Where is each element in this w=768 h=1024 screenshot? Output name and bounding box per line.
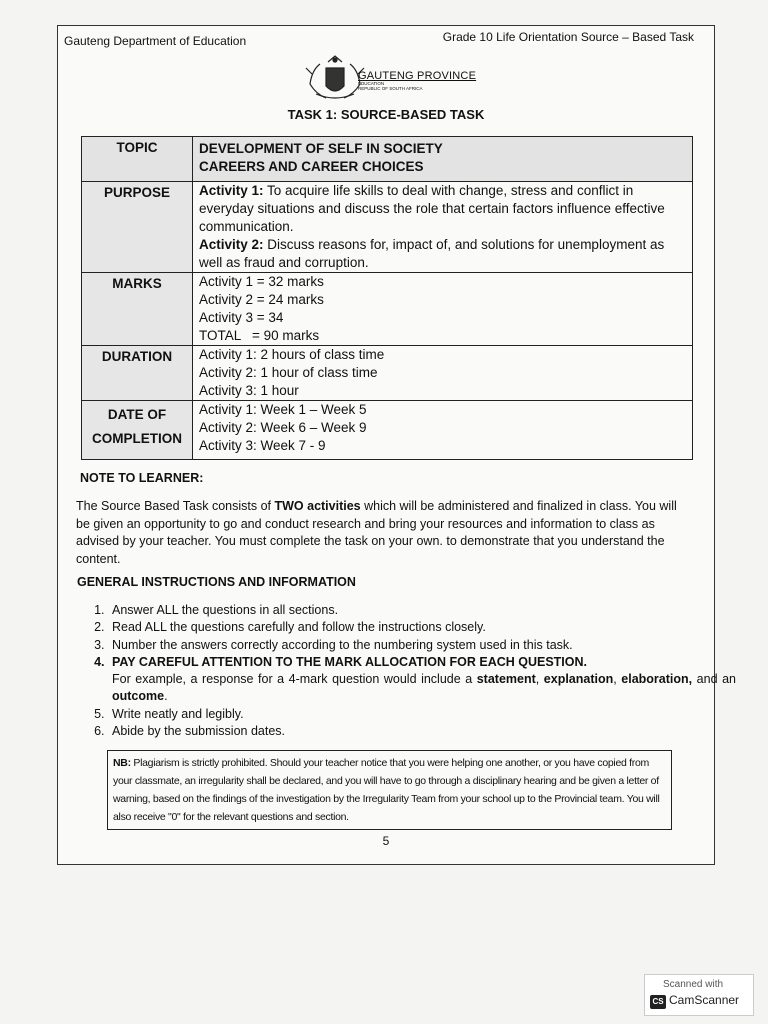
purpose-value (193, 182, 693, 273)
marks-line: Activity 3 = 34 (199, 310, 284, 325)
marks-line: Activity 1 = 32 marks (199, 274, 324, 289)
instruction-item: 3. Number the answers correctly according to the numbering system used in this task. (108, 637, 736, 654)
general-instructions-title: GENERAL INSTRUCTIONS AND INFORMATION (77, 575, 356, 589)
example-end: . (164, 689, 168, 704)
example-separator: , (535, 672, 544, 687)
watermark-line-2: CamScanner (669, 993, 740, 1007)
nb-label: NB: (113, 757, 131, 769)
duration-line: Activity 1: 2 hours of class time (199, 347, 385, 362)
purpose-label: PURPOSE (82, 182, 193, 273)
logo-subline: EDUCATION (358, 81, 385, 87)
table-row-marks (82, 273, 693, 346)
example-statement: statement (476, 672, 536, 687)
purpose-activity-2 (199, 236, 686, 272)
example-separator: , (613, 672, 622, 687)
task-info-table (81, 136, 693, 460)
table-row-purpose (82, 182, 693, 273)
example-text: For example, a response for a 4-mark question would include a (112, 672, 477, 687)
logo-text (358, 70, 476, 92)
camscanner-icon: CS (650, 995, 666, 1009)
duration-line: Activity 2: 1 hour of class time (199, 365, 378, 380)
purpose-activity-2-label: Activity 2: (199, 237, 264, 252)
completion-line: Activity 3: Week 7 - 9 (199, 438, 326, 453)
instruction-item: 5. Write neatly and legibly. (108, 706, 736, 723)
example-separator: and an (692, 672, 736, 687)
purpose-activity-2-text: Discuss reasons for, impact of, and solutions for unemployment as well as fraud and corruption. (199, 237, 665, 270)
instruction-item: 1. Answer ALL the questions in all sections. (108, 602, 736, 619)
logo-subline-2: REPUBLIC OF SOUTH AFRICA (358, 86, 423, 92)
duration-line: Activity 3: 1 hour (199, 383, 299, 398)
table-row-completion (82, 401, 693, 460)
duration-value (193, 346, 693, 401)
logo-province-name: GAUTENG PROVINCE (358, 70, 477, 82)
marks-line: Activity 2 = 24 marks (199, 292, 324, 307)
completion-label-line-2: COMPLETION (92, 431, 182, 446)
instructions-list (80, 602, 736, 740)
header-department: Gauteng Department of Education (64, 34, 247, 48)
completion-value (193, 401, 693, 460)
purpose-activity-1-text: To acquire life skills to deal with change, stress and conflict in everyday situations and discuss the role that certain factors influence effective communication. (199, 183, 665, 234)
instruction-item (108, 654, 736, 706)
marks-line: TOTAL = 90 marks (199, 328, 320, 343)
marks-value (193, 273, 693, 346)
example-outcome: outcome (112, 689, 165, 704)
duration-label: DURATION (82, 346, 193, 401)
header-grade-task: Grade 10 Life Orientation Source – Based Task (442, 30, 694, 44)
table-row-duration (82, 346, 693, 401)
task-title: TASK 1: SOURCE-BASED TASK (287, 107, 485, 122)
table-row-topic (82, 137, 693, 182)
document-page (57, 25, 736, 865)
note-title: NOTE TO LEARNER: (80, 471, 204, 485)
note-text-bold: TWO activities (274, 499, 361, 513)
completion-line: Activity 1: Week 1 – Week 5 (199, 402, 367, 417)
camscanner-watermark (644, 974, 754, 1016)
plagiarism-notice-box (107, 750, 672, 830)
topic-line-2: CAREERS AND CAREER CHOICES (199, 159, 424, 174)
purpose-activity-1-label: Activity 1: (199, 183, 264, 198)
page-number: 5 (382, 834, 390, 848)
completion-label (82, 401, 193, 460)
marks-label: MARKS (82, 273, 193, 346)
topic-label: TOPIC (82, 137, 193, 182)
instruction-4-heading: PAY CAREFUL ATTENTION TO THE MARK ALLOCATION FOR EACH QUESTION. (112, 654, 588, 669)
example-explanation: explanation (543, 672, 614, 687)
note-text-start: The Source Based Task consists of (76, 499, 275, 513)
watermark-line-1: Scanned with (663, 979, 724, 990)
instruction-4-example (112, 671, 736, 706)
example-elaboration: elaboration, (621, 672, 693, 687)
topic-line-1: DEVELOPMENT OF SELF IN SOCIETY (199, 141, 443, 156)
instruction-item: 6. Abide by the submission dates. (108, 723, 736, 740)
note-text-rest: which will be administered and finalized in class. You will be given an opportunity to go and conduct research and bring your resources and information to class as advised by your teacher. You must complete the task on your own. to demonstrate that you understand the content. (76, 499, 677, 566)
completion-line: Activity 2: Week 6 – Week 9 (199, 420, 367, 435)
topic-value (193, 137, 693, 182)
nb-text: Plagiarism is strictly prohibited. Should your teacher notice that you were helping one another, or you have copied from your classmate, an irregularity shall be declared, and you will have to go through a disciplinary hearing and be given a letter of warning, based on the findings of the investigation by the Irregularity Team from your school up to the Provincial team. You will also receive "0" for the relevant questions and section. (113, 757, 660, 823)
purpose-activity-1 (199, 182, 686, 236)
completion-label-line-1: DATE OF (107, 407, 167, 422)
note-paragraph (76, 498, 691, 568)
instruction-item: 2. Read ALL the questions carefully and follow the instructions closely. (108, 619, 736, 636)
